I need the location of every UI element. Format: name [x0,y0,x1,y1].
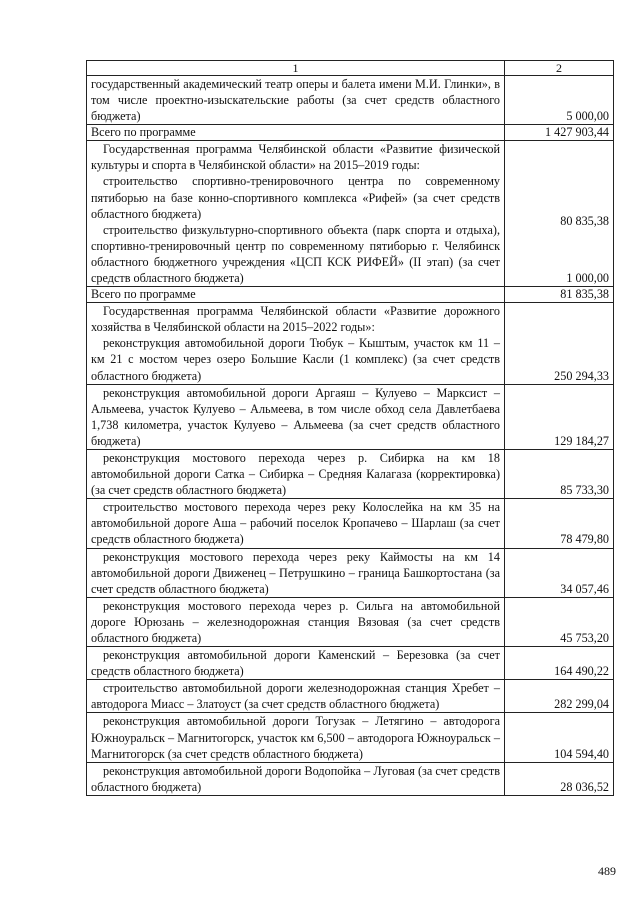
table-row [87,597,614,646]
program-title: Государственная программа Челябинской области «Развитие физической культуры и спорта в Челябинской области» на 2015–2019 годы: [91,142,500,173]
total-label: Всего по программе [87,125,505,141]
item-amount: 164 490,22 [505,647,614,680]
program-item: строительство автомобильной дороги железнодорожная станция Хребет – автодорога Миасс – Златоуст (за счет средств областного бюджета) [91,681,500,712]
table-row [87,713,614,762]
item-amount: 45 753,20 [505,597,614,646]
table-row [87,499,614,548]
program-item: строительство спортивно-тренировочного центра по современному пятиборью на базе конно-спортивного комплекса «Рифей» (за счет средств областного бюджета) [91,174,500,221]
item-amount: 104 594,40 [505,713,614,762]
program-item: реконструкция автомобильной дороги Тогузак – Летягино – автодорога Южноуральск – Магнитогорск, участок км 6,500 – автодорога Южноуральск – Магнитогорск (за счет средств областного бюджета) [91,714,500,761]
program-item: реконструкция автомобильной дороги Водопойка – Луговая (за счет средств областного бюджета) [91,763,500,794]
program-header-row [87,141,614,287]
table-row [87,680,614,713]
program-item: реконструкция автомобильной дороги Аргаяш – Кулуево – Марксист – Альмеева, участок Кулуево – Альмеева, в том числе обход села Давлетбаева 1,738 километра, участок Кулуево – Альмеева (за счет средств областного бюджета) [91,385,500,448]
item-amount: 250 294,33 [505,303,614,384]
program-total-row [87,287,614,303]
row-description: государственный академический театр оперы и балета имени М.И. Глинки», в том числе проектно-изыскательские работы (за счет средств областного бюджета) [87,76,505,125]
item-amount: 34 057,46 [505,548,614,597]
item-amount: 78 479,80 [505,499,614,548]
program-item: строительство физкультурно-спортивного объекта (парк спорта и отдыха), спортивно-тренировочный центр по современному пятиборью г. Челябинск областного бюджетного учреждения «ЦСП КСК РИФЕЙ» (II этап) (за счет средств областного бюджета) [91,222,500,286]
table-row [87,762,614,795]
program-item: реконструкция мостового перехода через реку Каймосты на км 14 автомобильной дороги Движенец – Петрушкино – граница Башкортостана (за счет средств областного бюджета) [91,549,500,596]
total-amount: 1 427 903,44 [505,125,614,141]
table-row [87,449,614,498]
program-item: реконструкция автомобильной дороги Каменский – Березовка (за счет средств областного бюджета) [91,648,500,679]
program-item: реконструкция мостового перехода через р. Сильга на автомобильной дороге Юрюзань – железнодорожная станция Вязовая (за счет средств областного бюджета) [91,598,500,645]
budget-table [86,60,614,796]
total-amount: 81 835,38 [505,287,614,303]
table-header-row [87,61,614,76]
program-item: строительство мостового перехода через реку Колослейка на км 35 на автомобильной дороге Аша – рабочий поселок Кропачево – Шарлаш (за счет средств областного бюджета) [91,500,500,547]
table-row [87,548,614,597]
table-row [87,76,614,125]
item-amount: 282 299,04 [505,680,614,713]
item-amount: 85 733,30 [505,449,614,498]
table-row [87,647,614,680]
table-row [87,384,614,449]
program-header-row [87,303,614,384]
item-amount: 28 036,52 [505,762,614,795]
header-col-1: 1 [87,61,505,76]
program-item: реконструкция автомобильной дороги Тюбук – Кыштым, участок км 11 – км 21 с мостом через озеро Большие Касли (1 комплекс) (за счет средств областного бюджета) [91,336,500,383]
program-total-row [87,125,614,141]
header-col-2: 2 [505,61,614,76]
total-label: Всего по программе [87,287,505,303]
program-title: Государственная программа Челябинской области «Развитие дорожного хозяйства в Челябинской области на 2015–2022 годы»: [91,304,500,335]
row-amount: 5 000,00 [505,76,614,125]
program-item: реконструкция мостового перехода через р. Сибирка на км 18 автомобильной дороги Сатка – Сибирка – Средняя Калагаза (корректировка) (за счет средств областного бюджета) [91,450,500,498]
item-amount: 129 184,27 [505,384,614,449]
item-amount: 1 000,00 [566,271,609,286]
page-number: 489 [598,864,616,878]
item-amount: 80 835,38 [560,214,609,229]
